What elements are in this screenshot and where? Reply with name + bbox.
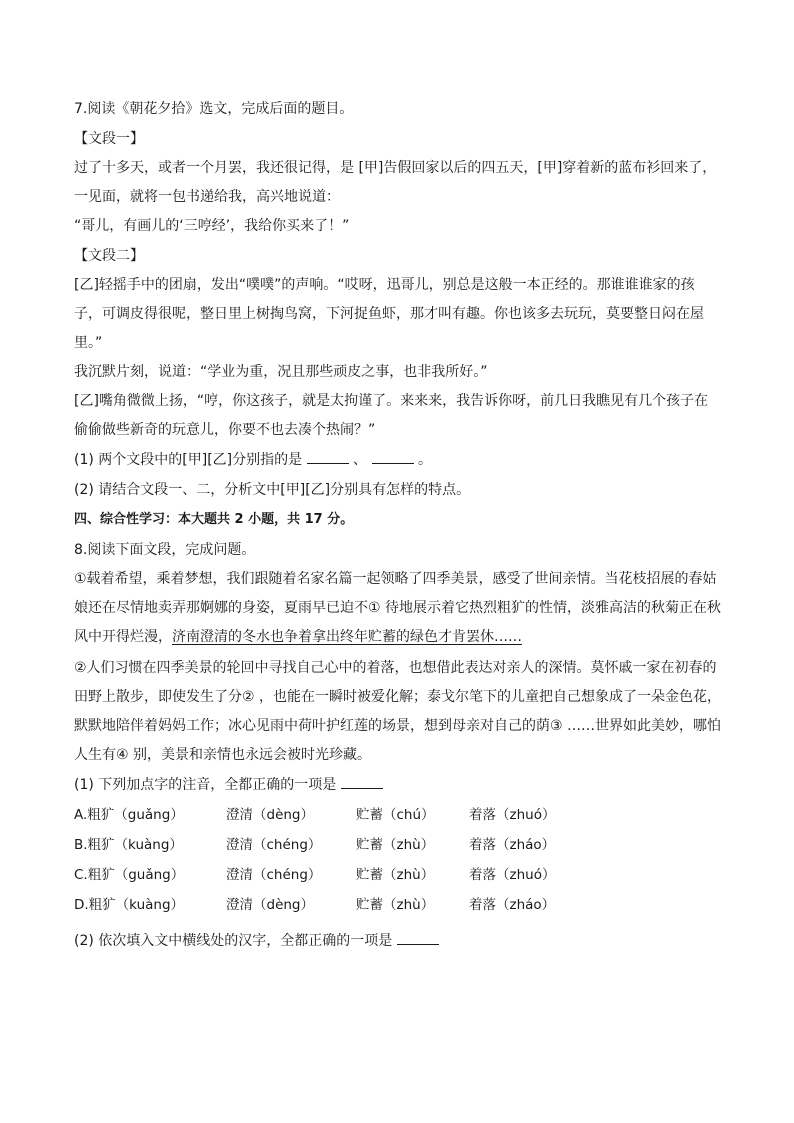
q7-sub1-separator: 、 xyxy=(353,452,368,468)
section2-line: 子，可调皮得很呢，整日里上树掏鸟窝，下河捉鱼虾，那才叫有趣。你也该多去玩玩，莫要整日闷在屋 xyxy=(74,306,704,322)
option-cell: 澄清（dèng） xyxy=(226,897,315,913)
q8-paragraph-2 xyxy=(74,654,724,770)
q8-p2-line: 人生有④ 别，美景和亲情也永远会被时光珍藏。 xyxy=(74,747,371,763)
section2-line: 偷偷做些新奇的玩意儿，你要不也去凑个热闹？” xyxy=(74,422,376,438)
option-cell: 贮蓄（zhù） xyxy=(356,867,435,883)
q8-p1-line: 娘还在尽情地卖弄那婀娜的身姿，夏雨早已迫不① 待地展示着它热烈粗犷的性情，淡雅高洁的秋菊正在秋 xyxy=(74,600,721,616)
q8-sub1-prompt: (1) 下列加点字的注音，全都正确的一项是 xyxy=(74,777,337,793)
option-cell: D.粗犷（kuàng） xyxy=(74,897,185,913)
option-row-d[interactable] xyxy=(74,890,724,920)
answer-blank[interactable] xyxy=(341,776,383,789)
option-cell: 澄清（chéng） xyxy=(226,867,322,883)
answer-blank[interactable] xyxy=(372,451,414,464)
option-cell: 贮蓄（zhù） xyxy=(356,837,435,853)
section2-line: 里。” xyxy=(74,335,103,351)
option-cell: 澄清（dèng） xyxy=(226,807,315,823)
section2-line: [乙]嘴角微微上扬，“哼，你这孩子，就是太拘谨了。来来来，我告诉你呀，前几日我瞧见有几个孩子在 xyxy=(74,393,709,409)
section2-line: 我沉默片刻，说道：“学业为重，况且那些顽皮之事，也非我所好。” xyxy=(74,364,488,380)
q8-sub2-prompt: (2) 依次填入文中横线处的汉字，全都正确的一项是 xyxy=(74,933,393,949)
section2-line: [乙]轻摇手中的团扇，发出“噗噗”的声响。“哎呀，迅哥儿，别总是这般一本正经的。那谁谁谁家的孩 xyxy=(74,277,695,293)
q8-p1-line xyxy=(74,623,724,652)
section1-line: 一见面，就将一包书递给我，高兴地说道： xyxy=(74,189,340,205)
option-cell: 着落（zháo） xyxy=(469,897,556,913)
underlined-sentence: 济南澄清的冬水也争着拿出终年贮蓄的绿色才肯罢休…… xyxy=(172,629,522,645)
option-cell: 贮蓄（chú） xyxy=(356,807,435,823)
q7-title: 7.阅读《朝花夕拾》选文，完成后面的题目。 xyxy=(74,101,354,117)
document-page xyxy=(74,94,724,956)
q8-p2-line: 默默地陪伴着妈妈工作；冰心见雨中荷叶护红莲的场景，想到母亲对自己的荫③ ……世界如此美妙，哪怕 xyxy=(74,718,721,734)
option-row-b[interactable] xyxy=(74,830,724,860)
q8-sub1 xyxy=(74,770,724,800)
answer-blank[interactable] xyxy=(307,451,349,464)
section4-heading: 四、综合性学习：本大题共 2 小题，共 17 分。 xyxy=(74,512,354,527)
section1-heading: 【文段一】 xyxy=(74,131,144,147)
option-row-c[interactable] xyxy=(74,860,724,890)
q8-p2-line: ②人们习惯在四季美景的轮回中寻找自己心中的着落，也想借此表达对亲人的深情。莫怀戚一家在初春的 xyxy=(74,660,717,676)
q7-sub1 xyxy=(74,445,724,475)
option-cell: 贮蓄（zhù） xyxy=(356,897,435,913)
option-cell: C.粗犷（guǎng） xyxy=(74,867,185,883)
option-cell: A.粗犷（guǎng） xyxy=(74,807,184,823)
option-cell: 着落（zhuó） xyxy=(469,867,556,883)
option-cell: 着落（zhuó） xyxy=(469,807,556,823)
option-row-a[interactable] xyxy=(74,800,724,830)
q7-sub2: (2) 请结合文段一、二，分析文中[甲][乙]分别具有怎样的特点。 xyxy=(74,482,471,498)
q8-options xyxy=(74,800,724,920)
q7-sub1-end: 。 xyxy=(417,452,432,468)
answer-blank[interactable] xyxy=(397,932,439,945)
q8-p1-line: ①载着希望，乘着梦想，我们跟随着名家名篇一起领略了四季美景，感受了世间亲情。当花枝招展的春姑 xyxy=(74,571,717,587)
q8-p1-last-prefix: 风中开得烂漫， xyxy=(74,629,172,645)
section2-text xyxy=(74,271,724,445)
option-cell: 着落（zháo） xyxy=(469,837,556,853)
section1-line: “哥儿，有画儿的‘三哼经’，我给你买来了！” xyxy=(74,218,350,234)
option-cell: 澄清（chéng） xyxy=(226,837,322,853)
q8-title: 8.阅读下面文段，完成问题。 xyxy=(74,542,256,558)
q8-sub2 xyxy=(74,926,724,956)
section1-text xyxy=(74,154,724,241)
section2-heading: 【文段二】 xyxy=(74,248,144,264)
q8-paragraph-1 xyxy=(74,565,724,652)
option-cell: B.粗犷（kuàng） xyxy=(74,837,183,853)
q7-sub1-prompt: (1) 两个文段中的[甲][乙]分别指的是 xyxy=(74,452,303,468)
section1-line: 过了十多天，或者一个月罢，我还很记得，是 [甲]告假回家以后的四五天，[甲]穿着新的蓝布衫回来了， xyxy=(74,160,717,176)
q8-p2-line: 田野上散步，即使发生了分② ，也能在一瞬时被爱化解；泰戈尔笔下的儿童把自己想象成了一朵金色花， xyxy=(74,689,721,705)
